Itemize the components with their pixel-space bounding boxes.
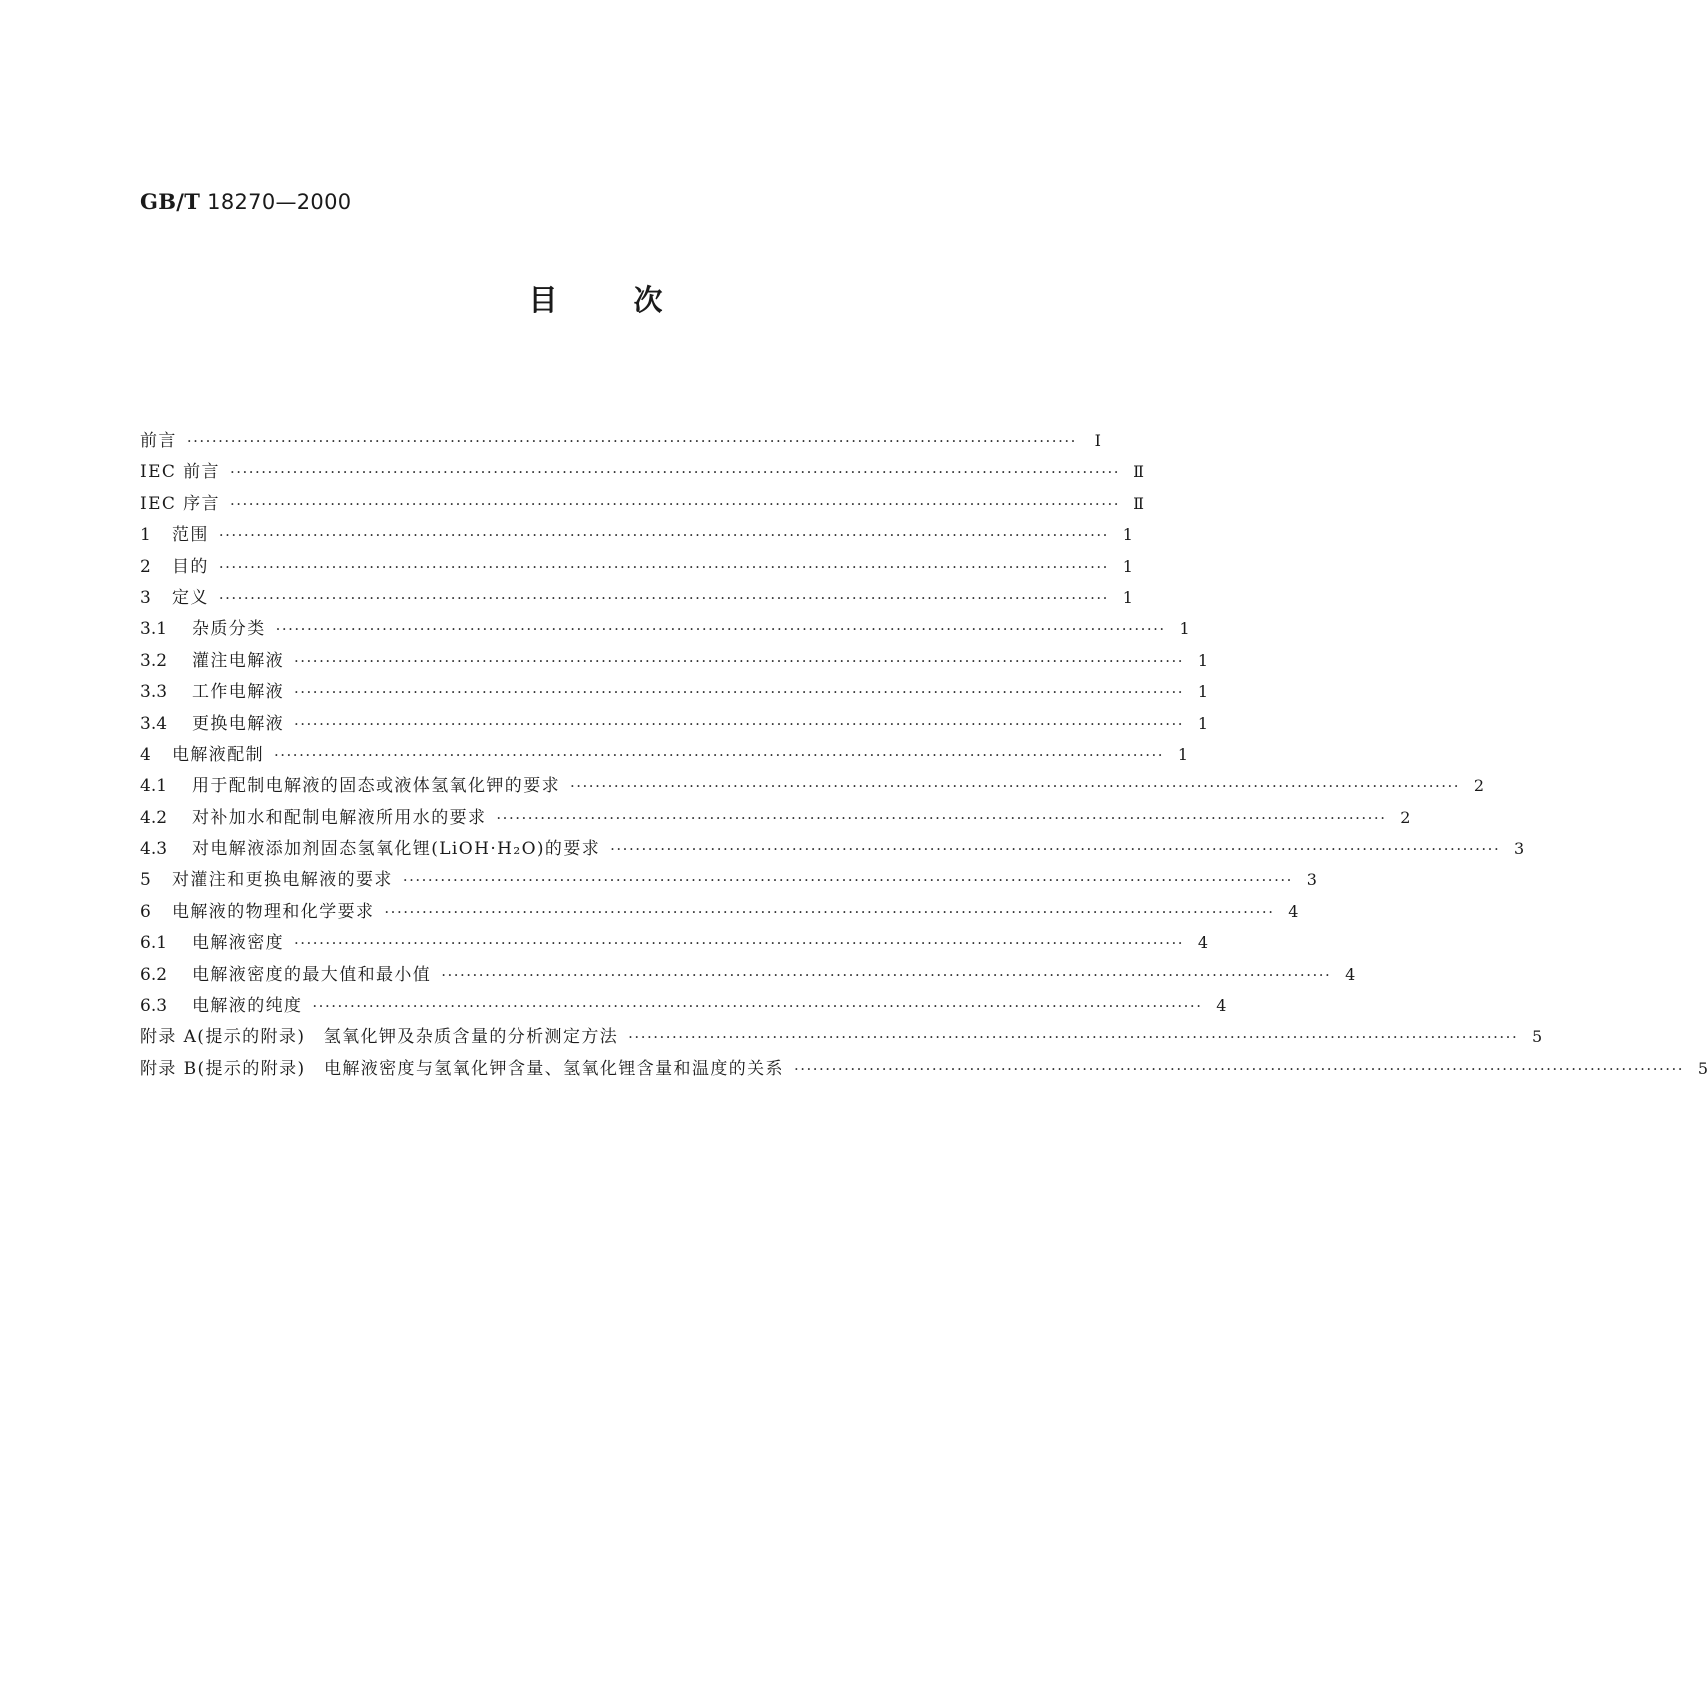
toc-entry-page: 2 xyxy=(1473,776,1485,796)
toc-entry[interactable] xyxy=(140,582,1133,613)
toc-entry-page: 3 xyxy=(1306,870,1317,890)
toc-leader-dots: ·············································································································································· xyxy=(218,588,1109,607)
toc-entry[interactable] xyxy=(140,708,1209,739)
toc-entry-page: Ⅰ xyxy=(1094,431,1101,450)
toc-leader-dots: ·············································································································································· xyxy=(229,463,1121,482)
toc-entry-page: 4 xyxy=(1345,964,1356,984)
toc-leader-dots: ·············································································································································· xyxy=(294,683,1185,702)
toc-leader-dots: ·············································································································································· xyxy=(275,620,1166,639)
toc-leader-dots: ·············································································································································· xyxy=(229,494,1121,513)
table-of-contents xyxy=(140,425,1708,1084)
toc-entry-label: 对灌注和更换电解液的要求 xyxy=(172,870,393,891)
toc-entry-label: 附录 B(提示的附录) 电解液密度与氢氧化钾含量、氢氧化锂含量和温度的关系 xyxy=(140,1058,784,1079)
toc-entry[interactable] xyxy=(140,613,1190,644)
toc-leader-dots: ·············································································································································· xyxy=(628,1028,1519,1047)
toc-entry-label: 前言 xyxy=(140,431,177,451)
toc-leader-dots: ·············································································································································· xyxy=(218,526,1109,545)
toc-entry-label: 灌注电解液 xyxy=(192,650,284,671)
toc-entry-number: 3.4 xyxy=(140,713,168,734)
toc-entry-page: 5 xyxy=(1697,1058,1708,1078)
toc-leader-dots: ·············································································································································· xyxy=(312,997,1203,1016)
standard-number xyxy=(140,188,351,216)
toc-entry-page: 4 xyxy=(1216,996,1227,1016)
toc-entry-number: 2 xyxy=(140,556,151,577)
toc-entry-number: 3.2 xyxy=(140,650,168,671)
toc-entry-page: 1 xyxy=(1177,744,1189,764)
toc-leader-dots: ·············································································································································· xyxy=(610,840,1501,859)
toc-entry-page: 1 xyxy=(1197,682,1209,702)
toc-entry-label: 范围 xyxy=(172,525,209,546)
toc-leader-dots: ·············································································································································· xyxy=(186,432,1077,450)
toc-leader-dots: ·············································································································································· xyxy=(402,871,1293,890)
toc-leader-dots: ·············································································································································· xyxy=(294,714,1185,733)
toc-entry[interactable] xyxy=(140,456,1145,487)
toc-entry[interactable] xyxy=(140,896,1299,927)
toc-entry-number: 3.3 xyxy=(140,682,168,703)
toc-entry-label: IEC 序言 xyxy=(140,493,220,514)
toc-entry-number: 6.3 xyxy=(140,996,168,1017)
toc-entry-page: Ⅱ xyxy=(1133,462,1145,482)
toc-leader-dots: ·············································································································································· xyxy=(384,902,1275,921)
toc-entry-label: 电解液配制 xyxy=(172,744,264,765)
toc-entry[interactable] xyxy=(140,551,1133,582)
toc-entry-label: 目的 xyxy=(172,556,209,577)
toc-leader-dots: ·············································································································································· xyxy=(793,1059,1685,1078)
toc-entry-page: Ⅱ xyxy=(1133,493,1145,513)
toc-entry-label: 用于配制电解液的固态或液体氢氧化钾的要求 xyxy=(192,776,560,797)
toc-entry-label: 电解液的物理和化学要求 xyxy=(172,901,375,922)
toc-entry-label: 电解液密度的最大值和最小值 xyxy=(192,964,432,985)
toc-entry[interactable] xyxy=(140,1053,1708,1084)
toc-entry[interactable] xyxy=(140,864,1317,895)
toc-entry[interactable] xyxy=(140,959,1356,990)
toc-entry[interactable] xyxy=(140,802,1411,833)
toc-entry-number: 3 xyxy=(140,587,151,608)
toc-entry-label: 更换电解液 xyxy=(192,713,284,734)
toc-entry-number: 4.3 xyxy=(140,839,168,860)
toc-entry-page: 1 xyxy=(1197,650,1209,670)
toc-entry-label: 对补加水和配制电解液所用水的要求 xyxy=(192,807,487,828)
toc-entry[interactable] xyxy=(140,739,1189,770)
toc-entry-number: 6.1 xyxy=(140,933,168,954)
toc-entry-label: 杂质分类 xyxy=(192,619,266,640)
toc-entry-number: 6 xyxy=(140,901,151,922)
toc-entry-page: 1 xyxy=(1122,556,1133,576)
toc-entry-page: 1 xyxy=(1179,619,1190,639)
toc-entry[interactable] xyxy=(140,425,1101,456)
toc-entry-number: 1 xyxy=(140,525,151,546)
toc-entry-number: 4.2 xyxy=(140,807,168,828)
standard-code: 18270—2000 xyxy=(207,190,352,214)
toc-entry-page: 1 xyxy=(1122,587,1133,607)
toc-leader-dots: ·············································································································································· xyxy=(218,557,1109,576)
toc-leader-dots: ·············································································································································· xyxy=(570,777,1461,796)
toc-entry[interactable] xyxy=(140,927,1209,958)
toc-entry-label: 附录 A(提示的附录) 氢氧化钾及杂质含量的分析测定方法 xyxy=(140,1027,619,1048)
toc-leader-dots: ·············································································································································· xyxy=(294,934,1185,953)
toc-entry[interactable] xyxy=(140,676,1209,707)
toc-entry-number: 6.2 xyxy=(140,964,168,985)
toc-entry[interactable] xyxy=(140,990,1227,1021)
toc-entry-page: 5 xyxy=(1532,1027,1543,1047)
toc-entry-page: 1 xyxy=(1197,713,1209,733)
toc-title-char-1: 目 xyxy=(528,283,558,317)
toc-entry-page: 2 xyxy=(1400,807,1411,827)
toc-entry-label: IEC 前言 xyxy=(140,462,220,483)
toc-leader-dots: ·············································································································································· xyxy=(441,965,1332,984)
toc-leader-dots: ·············································································································································· xyxy=(496,808,1387,827)
toc-entry-page: 4 xyxy=(1288,901,1299,921)
toc-entry-label: 工作电解液 xyxy=(192,682,284,703)
standard-prefix: GB/T xyxy=(140,189,201,214)
toc-entry-label: 对电解液添加剂固态氢氧化锂(LiOH·H₂O)的要求 xyxy=(192,839,601,860)
toc-entry-label: 定义 xyxy=(172,587,209,608)
toc-entry[interactable] xyxy=(140,770,1485,801)
toc-title-char-2: 次 xyxy=(633,283,663,317)
toc-entry-number: 5 xyxy=(140,870,151,891)
toc-entry-number: 4 xyxy=(140,744,151,765)
toc-leader-dots: ·············································································································································· xyxy=(274,745,1165,764)
toc-entry-page: 1 xyxy=(1122,525,1133,545)
toc-entry-number: 4.1 xyxy=(140,776,168,797)
toc-entry[interactable] xyxy=(140,833,1525,864)
toc-entry-page: 3 xyxy=(1514,839,1525,859)
toc-leader-dots: ·············································································································································· xyxy=(294,651,1185,670)
toc-entry-number: 3.1 xyxy=(140,619,168,640)
toc-entry[interactable] xyxy=(140,1021,1543,1052)
toc-entry[interactable] xyxy=(140,519,1133,550)
toc-entry-label: 电解液密度 xyxy=(192,933,284,954)
toc-entry[interactable] xyxy=(140,645,1209,676)
toc-entry[interactable] xyxy=(140,488,1145,519)
toc-entry-page: 4 xyxy=(1197,933,1209,953)
toc-title xyxy=(0,280,1191,320)
toc-entry-label: 电解液的纯度 xyxy=(192,996,303,1017)
